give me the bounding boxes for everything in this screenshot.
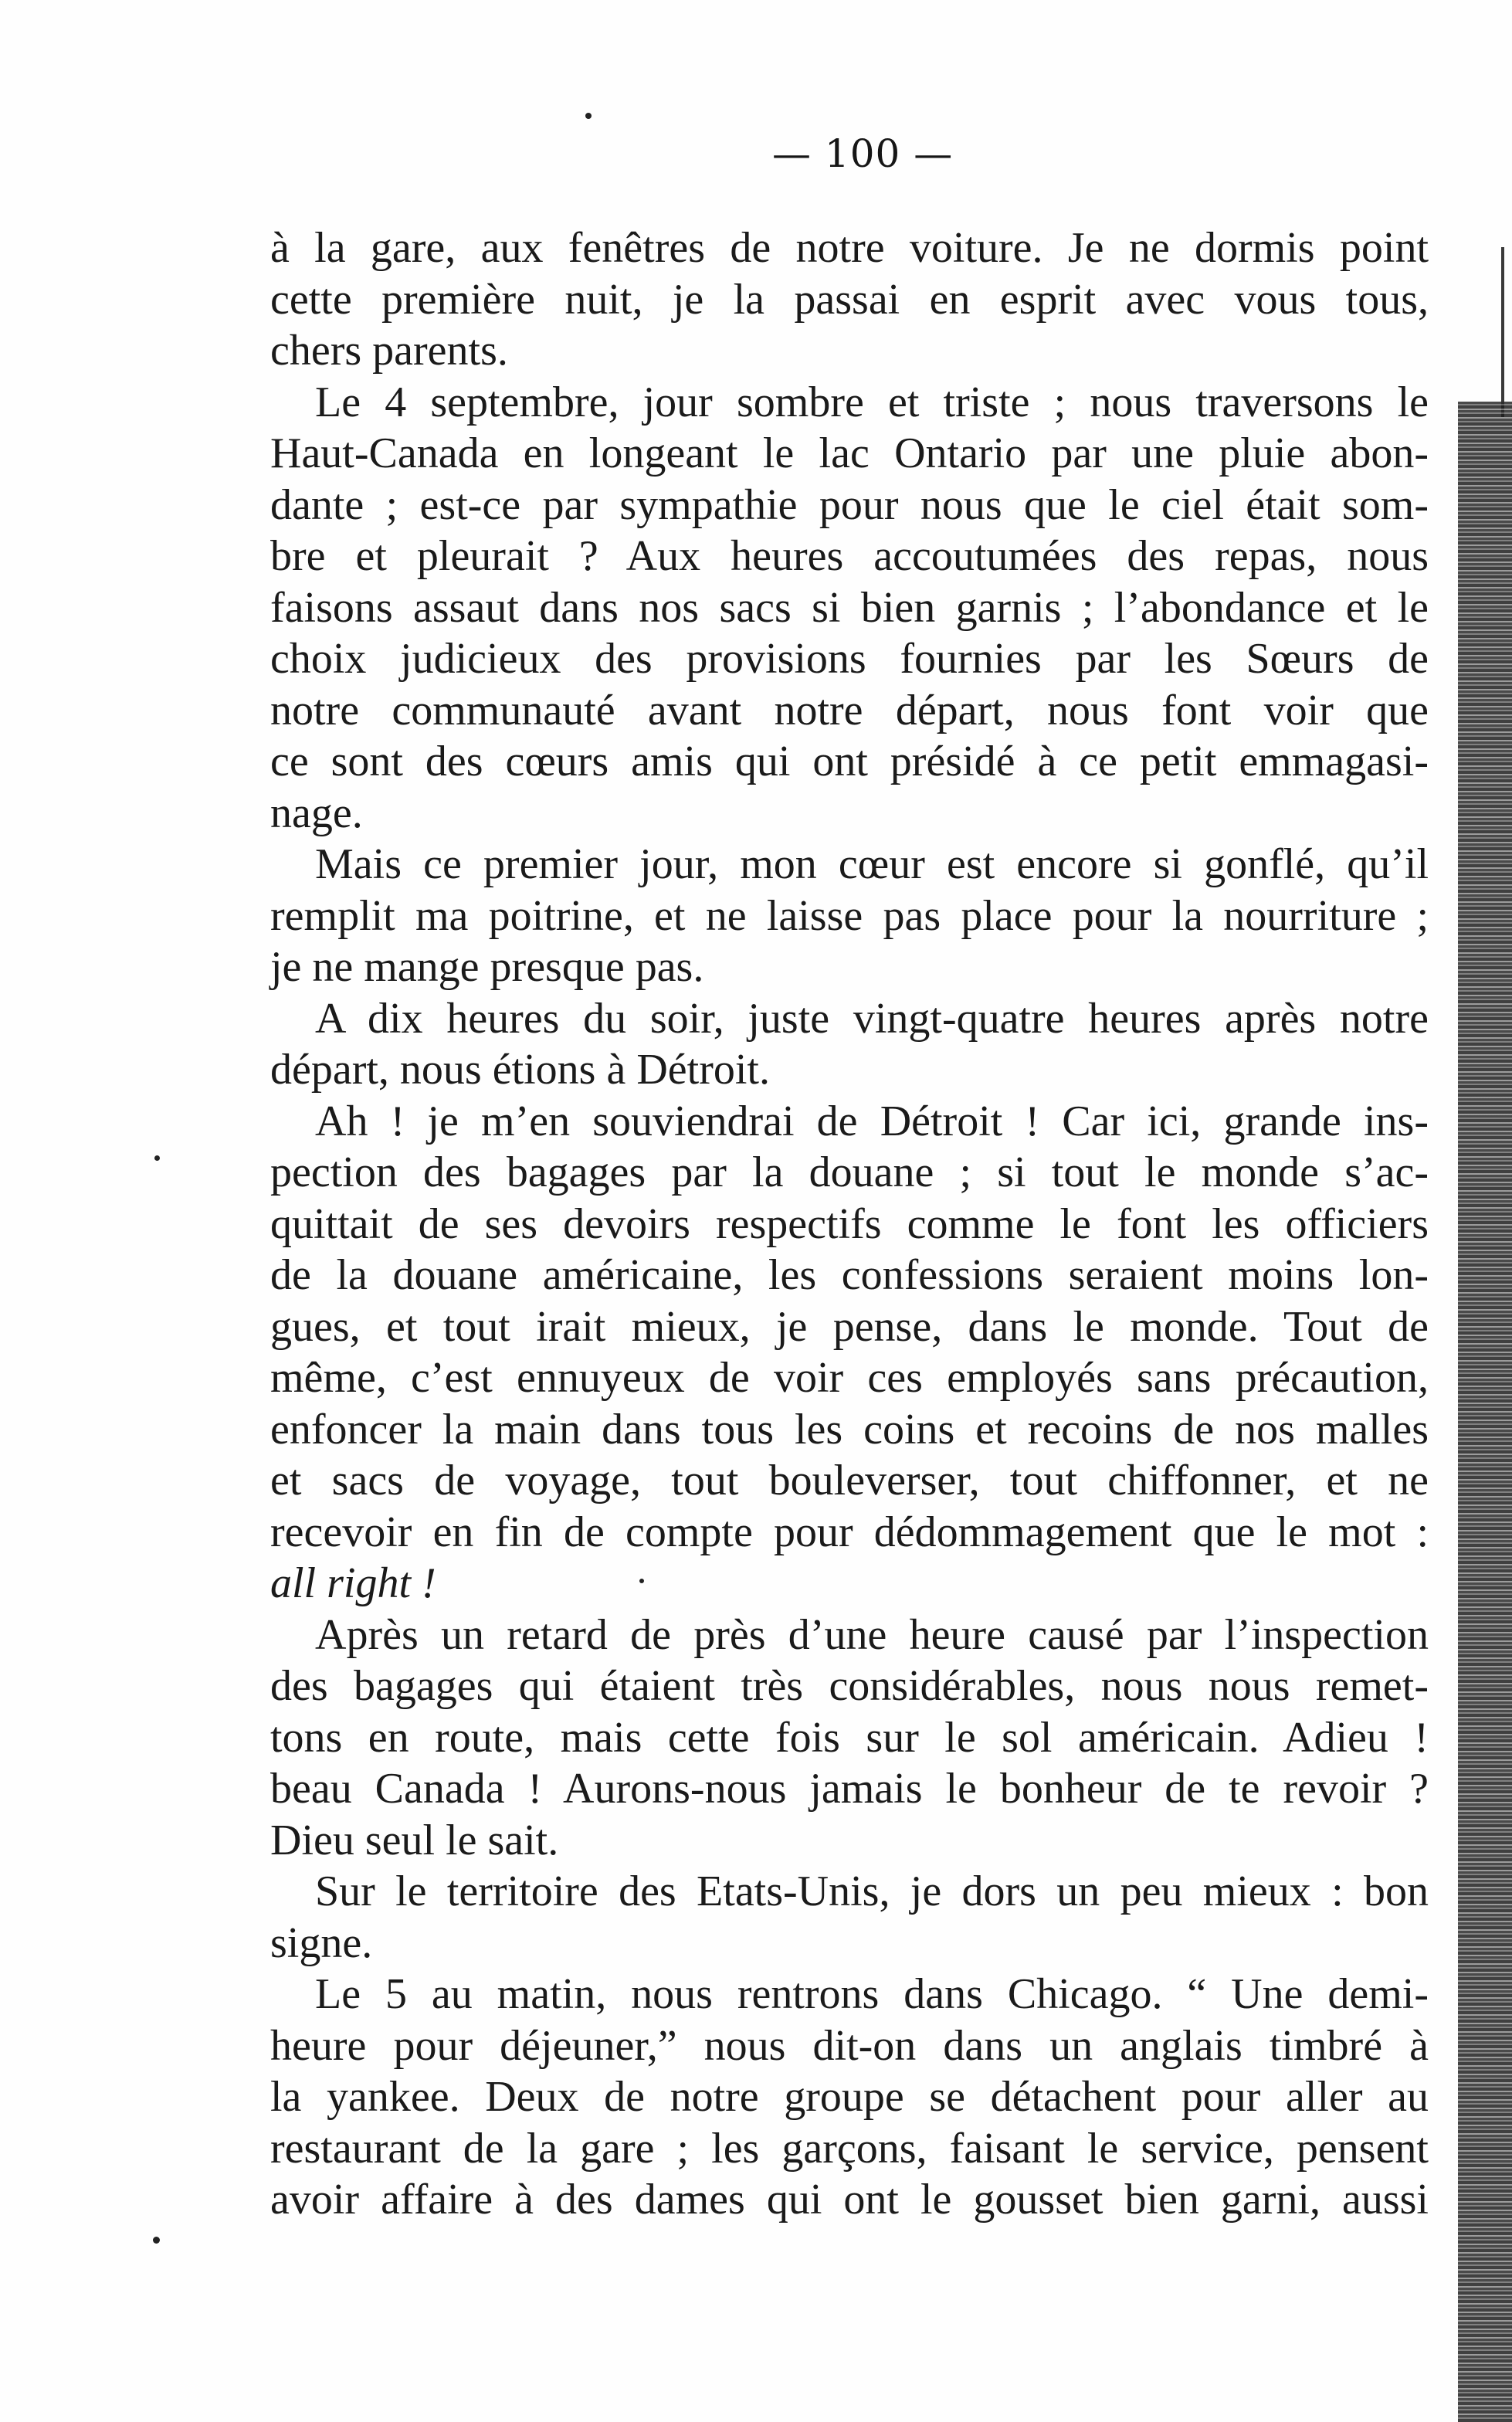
page-number: — 100 — [772,131,954,176]
text-line: notre communauté avant notre départ, nous font voir que [270,686,1429,734]
text-line: à la gare, aux fenêtres de notre voiture. Je ne dormis point [270,224,1429,272]
text-line: avoir affaire à des dames qui ont le gousset bien garni, aussi [270,2176,1429,2224]
text-line: heure pour déjeuner,” nous dit-on dans un anglais timbré à [270,2021,1429,2070]
text-line: la yankee. Deux de notre groupe se détachent pour aller au [270,2073,1429,2121]
text-line: des bagages qui étaient très considérables, nous nous remet- [270,1662,1429,1710]
text-line: Ah ! je m’en souviendrai de Détroit ! Car ici, grande ins- [315,1097,1429,1145]
text-line: restaurant de la gare ; les garçons, faisant le service, pensent [270,2124,1429,2173]
ink-speck [153,2237,160,2244]
text-line: chers parents. [270,327,508,375]
text-line: remplit ma poitrine, et ne laisse pas place pour la nourriture ; [270,891,1429,940]
text-line: beau Canada ! Aurons-nous jamais le bonheur de te revoir ? [270,1765,1429,1813]
text-line: cette première nuit, je la passai en esprit avec vous tous, [270,275,1429,324]
text-line: Le 4 septembre, jour sombre et triste ; nous traversons le [315,378,1429,426]
ink-speck [639,1579,644,1583]
text-line: bre et pleurait ? Aux heures accoutumées des repas, nous [270,532,1429,580]
text-line: Le 5 au matin, nous rentrons dans Chicago. “ Une demi- [315,1970,1429,2018]
text-line: Haut-Canada en longeant le lac Ontario par une pluie abon- [270,429,1429,477]
scan-edge-line [1501,247,1504,417]
text-line: faisons assaut dans nos sacs si bien garnis ; l’abondance et le [270,583,1429,632]
text-line: nage. [270,789,363,837]
text-line: Sur le territoire des Etats-Unis, je dors un peu mieux : bon [315,1867,1429,1915]
text-line: pection des bagages par la douane ; si tout le monde s’ac- [270,1148,1429,1196]
text-line: je ne mange presque pas. [270,943,704,991]
text-line: de la douane américaine, les confessions seraient moins lon- [270,1251,1429,1299]
text-line: A dix heures du soir, juste vingt-quatre heures après notre [315,994,1429,1043]
text-line: enfoncer la main dans tous les coins et recoins de nos malles [270,1405,1429,1454]
text-line: Après un retard de près d’une heure causé par l’inspection [315,1610,1429,1659]
text-line: recevoir en fin de compte pour dédommagement que le mot : [270,1508,1429,1556]
text-line: départ, nous étions à Détroit. [270,1046,770,1094]
text-line: dante ; est-ce par sympathie pour nous que le ciel était som- [270,480,1429,529]
text-line: all right ! [270,1559,436,1607]
text-line: tons en route, mais cette fois sur le sol américain. Adieu ! [270,1713,1429,1762]
text-line: Dieu seul le sait. [270,1816,559,1864]
text-line: ce sont des cœurs amis qui ont présidé à ce petit emmagasi- [270,738,1429,785]
text-line: choix judicieux des provisions fournies par les Sœurs de [270,635,1429,683]
body-text [270,222,1429,2226]
ink-speck [154,1155,160,1161]
ink-speck [585,113,592,119]
text-line: même, c’est ennuyeux de voir ces employés sans précaution, [270,1354,1429,1402]
scan-edge-shadow [1458,402,1512,2422]
text-line: et sacs de voyage, tout bouleverser, tout chiffonner, et ne [270,1457,1429,1504]
text-line: quittait de ses devoirs respectifs comme le font les officiers [270,1199,1429,1248]
text-line: Mais ce premier jour, mon cœur est encore si gonflé, qu’il [315,840,1429,888]
text-line: signe. [270,1918,373,1967]
text-line: gues, et tout irait mieux, je pense, dans le monde. Tout de [270,1302,1429,1351]
